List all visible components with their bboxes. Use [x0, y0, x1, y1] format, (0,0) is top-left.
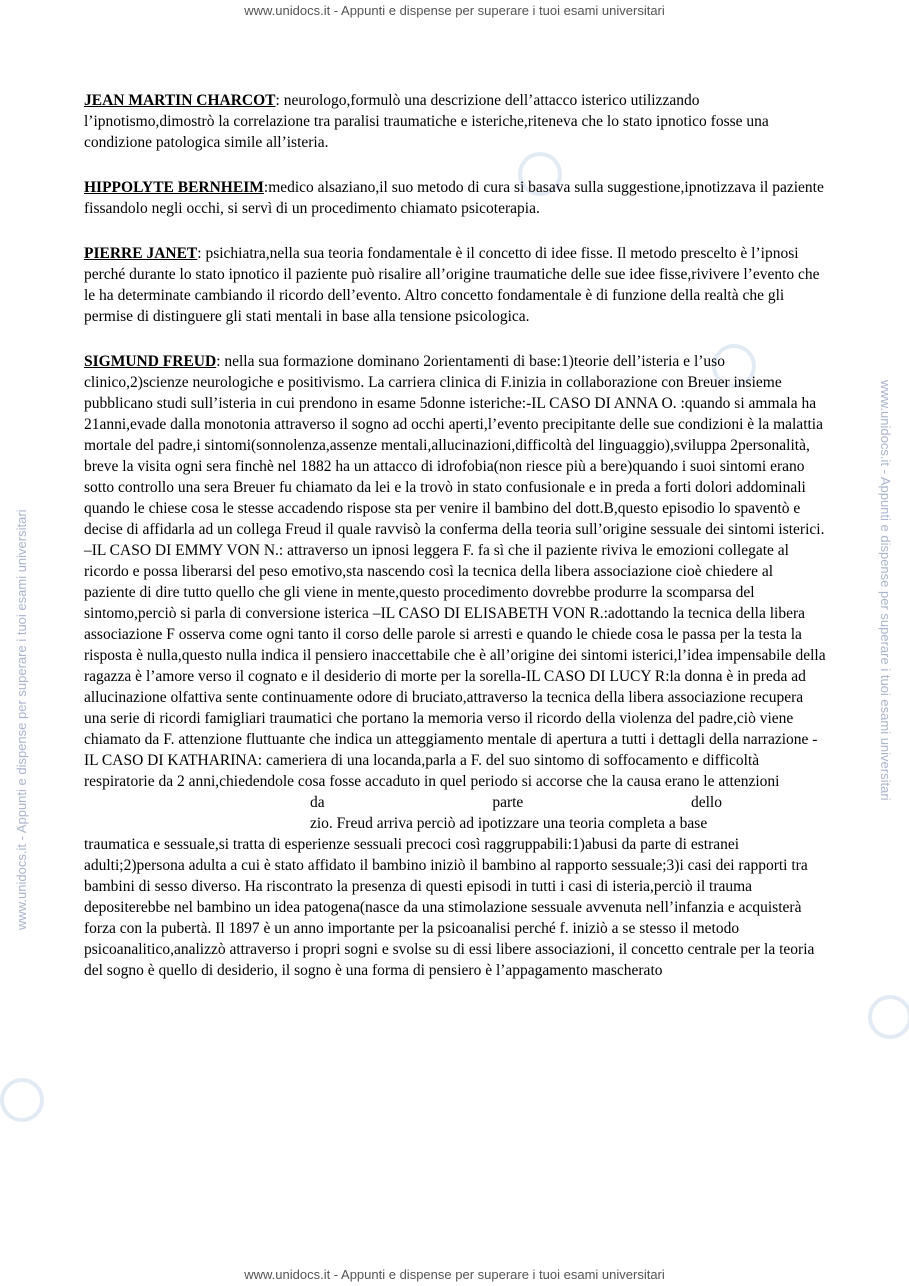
- section-charcot: JEAN MARTIN CHARCOT: neurologo,formulò una descrizione dell’attacco isterico utilizzando l’ipnotismo,dimostrò la correlazione tra paralisi traumatiche e isteriche,riteneva che lo stato ipnotico fosse una condizione patologica simile all’isteria.: [84, 92, 769, 151]
- section-text: medico alsaziano,il suo metodo di cura si basava sulla suggestione,ipnotizzava il paziente fissandolo negli occhi, si servì di un procedimento chiamato psicoterapia.: [84, 179, 824, 217]
- footer-watermark: www.unidocs.it - Appunti e dispense per superare i tuoi esami universitari: [0, 1267, 909, 1282]
- side-watermark-right: www.unidocs.it - Appunti e dispense per superare i tuoi esami universitari: [878, 380, 893, 801]
- header-watermark: www.unidocs.it - Appunti e dispense per superare i tuoi esami universitari: [0, 3, 909, 18]
- section-heading: PIERRE JANET: [84, 245, 198, 262]
- section-heading: HIPPOLYTE BERNHEIM: [84, 179, 264, 196]
- section-text: zio. Freud arriva perciò ad ipotizzare una teoria completa a base: [310, 815, 708, 832]
- section-text: neurologo,formulò una descrizione dell’attacco isterico utilizzando l’ipnotismo,dimostrò la correlazione tra paralisi traumatiche e isteriche,riteneva che lo stato ipnotico fosse una condizione patologica simile all’isteria.: [84, 92, 769, 151]
- section-freud: SIGMUND FREUD: nella sua formazione dominano 2orientamenti di base:1)teorie dell’isteria e l’uso clinico,2)scienze neurologiche e positivismo. La carriera clinica di F.inizia in collaborazione con Breuer insieme pubblicano studi sull’isteria in cui prendono in esame 5donne isteriche:-IL CASO DI ANNA O. :quando si ammala ha 21anni,evade dalla monotonia attraverso il sogno ad occhi aperti,l’evento precipitante delle sue condizioni è la malattia mortale del padre,i sintomi(sonnolenza,assenze mentali,allucinazioni,difficoltà del linguaggio),sviluppa 2personalità, breve la visita ogni sera finchè nel 1882 ha un attacco di idrofobia(non riesce più a bere)quando i suoi sintomi erano sotto controllo una sera Breuer fu chiamato da lei e la trovò in stato confusionale e in preda a forti dolori addominali quando le chiese cosa le stesse accadendo rispose sta per venire il bambino del dott.B,questo episodio lo spaventò e decise di affidarla ad un collega Freud il quale ravvisò la conferma della teoria sull’origine sessuale dei sintomi isterici. –IL CASO DI EMMY VON N.: attraverso un ipnosi leggera F. fa sì che il paziente riviva le emozioni collegate al ricordo e possa liberarsi del peso emotivo,sta nascendo così la tecnica della libera associazione cioè chiedere al paziente di dire tutto quello che gli viene in mente,questo procedimento dovrebbe produrre la scomparsa del sintomo,perciò si parla di conversione isterica –IL CASO DI ELISABETH VON R.:adottando la tecnica della libera associazione F osserva come ogni tanto il corso delle parole si arresti e quando le chiede cosa le passa per la testa la risposta è nulla,questo nulla indica il pensiero inaccettabile che è all’origine dei sintomi isterici,l’idea impensabile della ragazza è l’amore verso il cognato e il desiderio di morte per la sorella-IL CASO DI LUCY R:la donna è in preda ad allucinazione olfattiva sente continuamente odore di bruciato,attraverso la tecnica della libera associazione recupera una serie di ricordi famigliari traumatici che portano la memoria verso il ricordo della violenza del padre,ciò viene chiamato da F. attenzione fluttuante che indica un atteggiamento mentale di apertura a tutti i dettagli della narrazione -IL CASO DI KATHARINA: cameriera di una locanda,parla a F. del suo sintomo di soffocamento e difficoltà respiratorie da 2 anni,chiedendole cosa fosse accaduto in quel periodo si accorse che la causa erano le attenzioni da parte dello zio. Freud arriva perciò ad ipotizzare una teoria completa a base traumatica e sessuale,si tratta di esperienze sessuali precoci così raggruppabili:1)abusi da parte di estranei adulti;2)persona adulta a cui è stato affidato il bambino iniziò il bambino al rapporto sessuale;3)i casi dei rapporti tra bambini di sesso diverso. Ha riscontrato la presenza di questi episodi in tutti i casi di isteria,perciò il trauma depositerebbe nel bambino un idea patogena(nasce da una stimolazione sessuale avvenuta nell’infanzia e acquisterà forza con la pubertà. Il 1897 è un anno importante per la psicoanalisi perché f. iniziò a se stesso il metodo psicoanalitico,analizzò attraverso i propri sogni e svolse su di essi libere associazioni, il concetto centrale per la teoria del sogno è quello di desiderio, il sogno è una forma di pensiero è l’appagamento mascherato: [84, 353, 826, 979]
- section-text: psichiatra,nella sua teoria fondamentale è il concetto di idee fisse. Il metodo prescelto è l’ipnosi perché durante lo stato ipnotico il paziente può risalire all’origine traumatiche delle sue idee fisse,rivivere l’evento che le ha determinate cambiando il ricordo dell’evento. Altro concetto fondamentale è di funzione della realtà che gli permise di distinguere gli stati mentali in base alla tensione psicologica.: [84, 245, 820, 325]
- section-text: nella sua formazione dominano 2orientamenti di base:1)teorie dell’isteria e l’uso clinico,2)scienze neurologiche e positivismo. La carriera clinica di F.inizia in collaborazione con Breuer insieme pubblicano studi sull’isteria in cui prendono in esame 5donne isteriche:-IL CASO DI ANNA O. :quando si ammala ha 21anni,evade dalla monotonia attraverso il sogno ad occhi aperti,l’evento precipitante delle sue condizioni è la malattia mortale del padre,i sintomi(sonnolenza,assenze mentali,allucinazioni,difficoltà del linguaggio),sviluppa 2personalità, breve la visita ogni sera finchè nel 1882 ha un attacco di idrofobia(non riesce più a bere)quando i suoi sintomi erano sotto controllo una sera Breuer fu chiamato da lei e la trovò in stato confusionale e in preda a forti dolori addominali quando le chiese cosa le stesse accadendo rispose sta per venire il bambino del dott.B,questo episodio lo spaventò e decise di affidarla ad un collega Freud il quale ravvisò la conferma della teoria sull’origine sessuale dei sintomi isterici. –IL CASO DI EMMY VON N.: attraverso un ipnosi leggera F. fa sì che il paziente riviva le emozioni collegate al ricordo e possa liberarsi del peso emotivo,sta nascendo così la tecnica della libera associazione cioè chiedere al paziente di dire tutto quello che gli viene in mente,questo procedimento dovrebbe produrre la scomparsa del sintomo,perciò si parla di conversione isterica –IL CASO DI ELISABETH VON R.:adottando la tecnica della libera associazione F osserva come ogni tanto il corso delle parole si arresti e quando le chiede cosa le passa per la testa la risposta è nulla,questo nulla indica il pensiero inaccettabile che è all’origine dei sintomi isterici,l’idea impensabile della ragazza è l’amore verso il cognato e il desiderio di morte per la sorella-IL CASO DI LUCY R:la donna è in preda ad allucinazione olfattiva sente continuamente odore di bruciato,attraverso la tecnica della libera associazione recupera una serie di ricordi famigliari traumatici che portano la memoria verso il ricordo della violenza del padre,ciò viene chiamato da F. attenzione fluttuante che indica un atteggiamento mentale di apertura a tutti i dettagli della narrazione -IL CASO DI KATHARINA: cameriera di una locanda,parla a F. del suo sintomo di soffocamento e difficoltà respiratorie da 2 anni,chiedendole cosa fosse accaduto in quel periodo si accorse che la causa erano le attenzioni: [84, 353, 826, 790]
- document-body: [84, 90, 826, 1005]
- section-janet: PIERRE JANET: psichiatra,nella sua teoria fondamentale è il concetto di idee fisse. Il metodo prescelto è l’ipnosi perché durante lo stato ipnotico il paziente può risalire all’origine traumatiche delle sue idee fisse,rivivere l’evento che le ha determinate cambiando il ricordo dell’evento. Altro concetto fondamentale è di funzione della realtà che gli permise di distinguere gli stati mentali in base alla tensione psicologica.: [84, 245, 820, 325]
- watermark-logo-icon: [0, 1078, 44, 1122]
- section-heading: SIGMUND FREUD: [84, 353, 217, 370]
- section-bernheim: HIPPOLYTE BERNHEIM:medico alsaziano,il suo metodo di cura si basava sulla suggestione,ipnotizzava il paziente fissandolo negli occhi, si servì di un procedimento chiamato psicoterapia.: [84, 179, 824, 217]
- justified-gap-line: da parte dello: [310, 794, 722, 811]
- side-watermark-left: www.unidocs.it - Appunti e dispense per superare i tuoi esami universitari: [14, 509, 29, 930]
- watermark-logo-icon: [868, 995, 909, 1039]
- section-heading: JEAN MARTIN CHARCOT: [84, 92, 276, 109]
- section-text: traumatica e sessuale,si tratta di esperienze sessuali precoci così raggruppabili:1)abusi da parte di estranei adulti;2)persona adulta a cui è stato affidato il bambino iniziò il bambino al rapporto sessuale;3)i casi dei rapporti tra bambini di sesso diverso. Ha riscontrato la presenza di questi episodi in tutti i casi di isteria,perciò il trauma depositerebbe nel bambino un idea patogena(nasce da una stimolazione sessuale avvenuta nell’infanzia e acquisterà forza con la pubertà. Il 1897 è un anno importante per la psicoanalisi perché f. iniziò a se stesso il metodo psicoanalitico,analizzò attraverso i propri sogni e svolse su di essi libere associazioni, il concetto centrale per la teoria del sogno è quello di desiderio, il sogno è una forma di pensiero è l’appagamento mascherato: [84, 836, 815, 979]
